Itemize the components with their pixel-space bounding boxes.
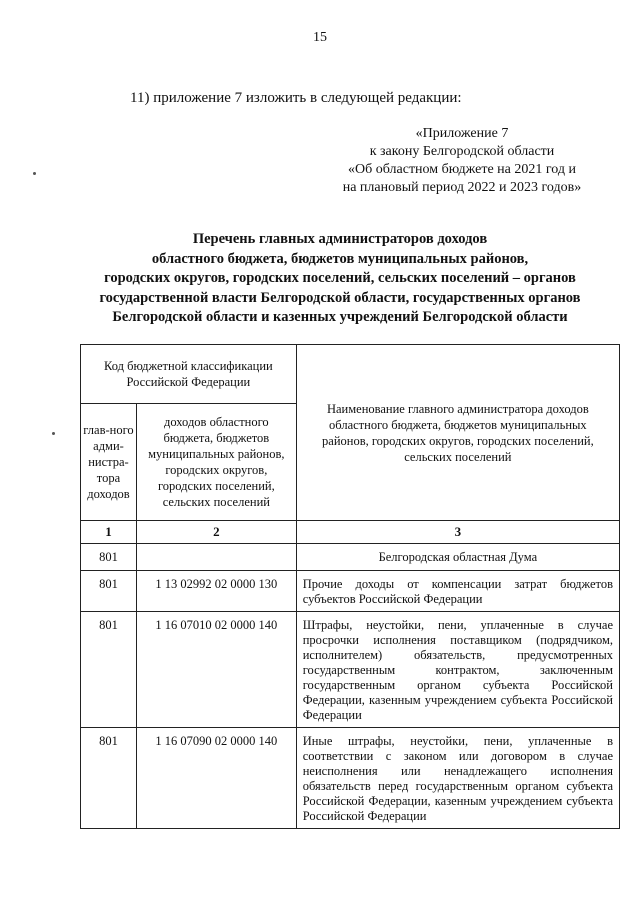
annex-line: к закону Белгородской области: [369, 144, 555, 159]
annex-reference: [322, 125, 602, 197]
income-code: 1 13 02992 02 0000 130: [136, 571, 296, 612]
table-row: [81, 571, 620, 612]
scan-speck: [52, 432, 55, 435]
income-description: Иные штрафы, неустойки, пени, уплаченные в соответствии с законом или договором в случае неисполнения или ненадлежащего исполнения обязательств перед государственным органом субъекта Российской Федерации, казенным учреждением субъекта Российской Федерации: [296, 728, 619, 829]
column-number: 3: [296, 521, 619, 544]
column-number: 2: [136, 521, 296, 544]
admin-code: 801: [81, 571, 137, 612]
header-chief-administrator: глав-ного адми-нистра-тора доходов: [81, 404, 137, 521]
admin-code: 801: [81, 728, 137, 829]
amendment-instruction: 11) приложение 7 изложить в следующей редакции:: [130, 90, 462, 106]
annex-line: «Об областном бюджете на 2021 год и: [348, 162, 576, 177]
title-line: областного бюджета, бюджетов муниципальных районов,: [151, 250, 529, 267]
annex-line: «Приложение 7: [415, 126, 509, 141]
income-description: Штрафы, неустойки, пени, уплаченные в случае просрочки исполнения поставщиком (подрядчиком, исполнителем) обязательств, предусмотренных государственным контрактом, заключенным государственным органом субъекта Российской Федерации, казенным учреждением субъекта Российской Федерации: [296, 612, 619, 728]
page-number: 15: [313, 30, 327, 45]
administrators-table: [80, 344, 620, 829]
title-line: Белгородской области и казенных учреждений Белгородской области: [112, 309, 568, 325]
income-description: Прочие доходы от компенсации затрат бюджетов субъектов Российской Федерации: [296, 571, 619, 612]
title-line: городских округов, городских поселений, сельских поселений – органов: [104, 270, 576, 286]
income-code: 1 16 07010 02 0000 140: [136, 612, 296, 728]
title-line: государственной власти Белгородской области, государственных органов: [99, 289, 581, 306]
table-row: [81, 612, 620, 728]
income-code: 1 16 07090 02 0000 140: [136, 728, 296, 829]
organization-row: [81, 544, 620, 571]
scan-speck: [33, 172, 36, 175]
document-title: [60, 230, 620, 328]
title-line: Перечень главных администраторов доходов: [192, 231, 488, 247]
header-administrator-name: Наименование главного администратора доходов областного бюджета, бюджетов муниципальных районов, городских округов, городских поселений, сельских поселений: [296, 345, 619, 521]
admin-code: 801: [81, 612, 137, 728]
organization-name: Белгородская областная Дума: [296, 544, 619, 571]
empty-cell: [136, 544, 296, 571]
table-header-row: [81, 345, 620, 404]
header-classification-code: Код бюджетной классификации Российской Федерации: [81, 345, 297, 404]
table-row: [81, 728, 620, 829]
column-number-row: [81, 521, 620, 544]
column-number: 1: [81, 521, 137, 544]
annex-line: на плановый период 2022 и 2023 годов»: [342, 180, 582, 195]
admin-code: 801: [81, 544, 137, 571]
header-income-code: доходов областного бюджета, бюджетов муниципальных районов, городских округов, городских поселений, сельских поселений: [136, 404, 296, 521]
